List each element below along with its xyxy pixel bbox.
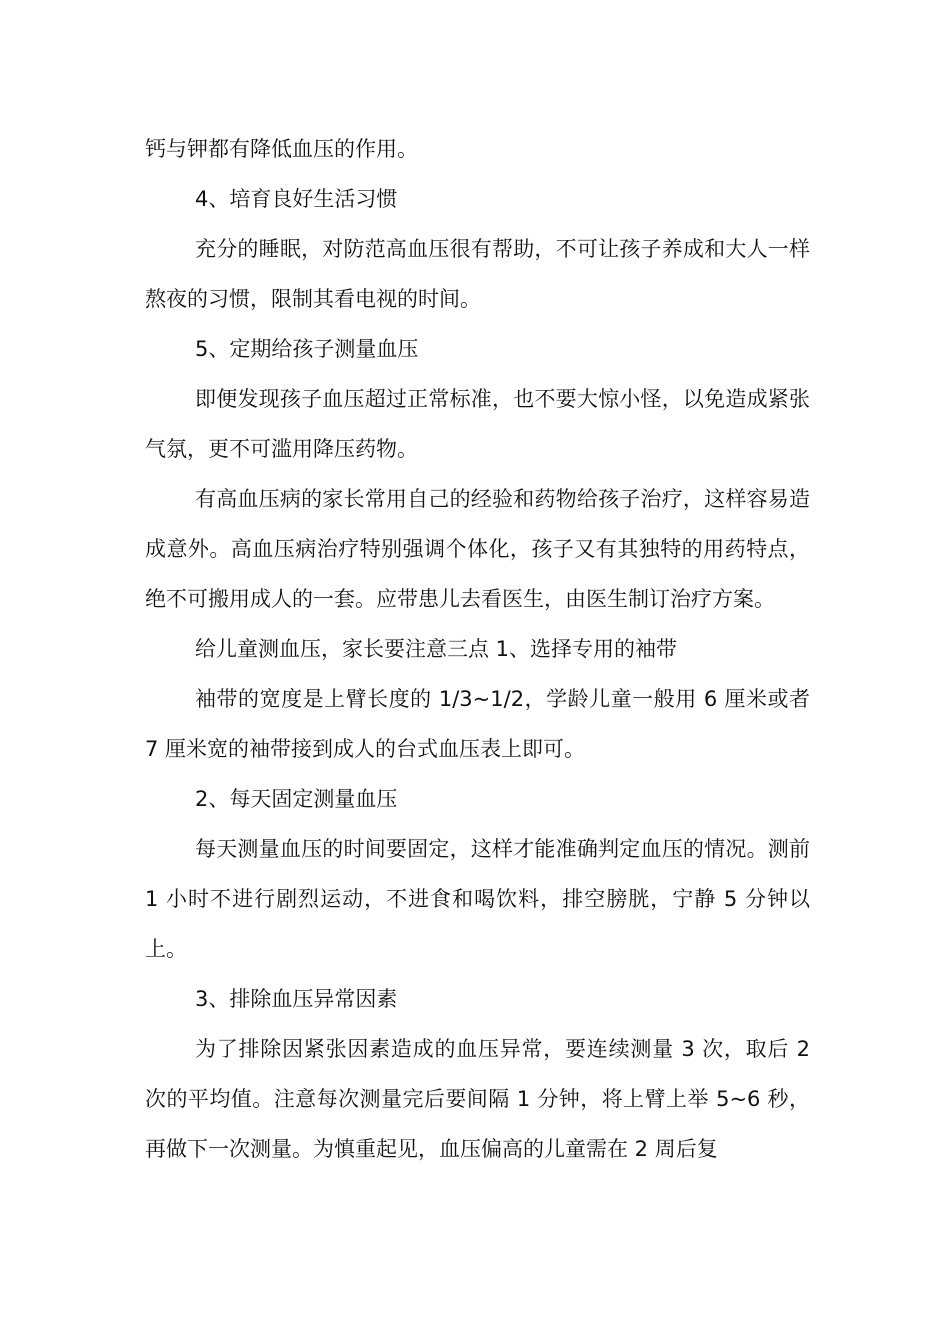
heading-habits: 4、培育良好生活习惯 [195,187,398,211]
heading-three-points: 给儿童测血压，家长要注意三点 1、选择专用的袖带 [195,637,678,661]
heading-regular-measure: 5、定期给孩子测量血压 [195,337,419,361]
paragraph-sleep: 充分的睡眠，对防范高血压很有帮助，不可让孩子养成和大人一样熬夜的习惯，限制其看电视的时间。 [145,237,810,311]
document-body [145,124,810,1174]
paragraph-cuff-width: 袖带的宽度是上臂长度的 1/3~1/2，学龄儿童一般用 6 厘米或者 7 厘米宽的袖带接到成人的台式血压表上即可。 [145,687,810,761]
paragraph-see-doctor: 有高血压病的家长常用自己的经验和药物给孩子治疗，这样容易造成意外。高血压病治疗特别强调个体化，孩子又有其独特的用药特点，绝不可搬用成人的一套。应带患儿去看医生，由医生制订治疗方案。 [145,487,810,611]
heading-fixed-time: 2、每天固定测量血压 [195,787,398,811]
paragraph-no-panic: 即便发现孩子血压超过正常标准，也不要大惊小怪，以免造成紧张气氛，更不可滥用降压药物。 [145,387,810,461]
paragraph-exclude-factors: 为了排除因紧张因素造成的血压异常，要连续测量 3 次，取后 2 次的平均值。注意每次测量完后要间隔 1 分钟，将上臂上举 5~6 秒，再做下一次测量。为慎重起见，血压偏高的儿童需在 2 周后复 [145,1037,810,1161]
heading-exclude-factors: 3、排除血压异常因素 [195,987,398,1011]
paragraph-calcium-potassium: 钙与钾都有降低血压的作用。 [145,137,418,161]
paragraph-fixed-time: 每天测量血压的时间要固定，这样才能准确判定血压的情况。测前 1 小时不进行剧烈运动，不进食和喝饮料，排空膀胱，宁静 5 分钟以上。 [145,837,810,961]
